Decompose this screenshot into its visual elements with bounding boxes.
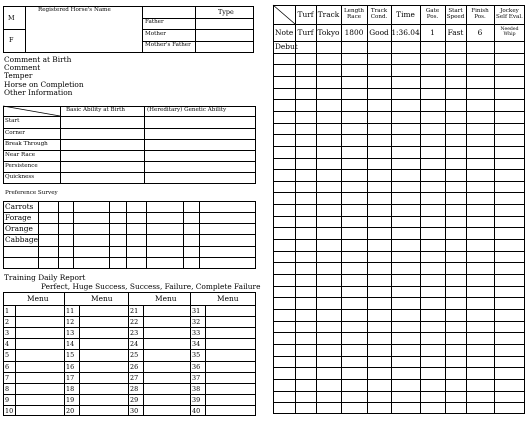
training-day-number: 29 [130, 395, 139, 404]
father-label: Father [145, 19, 164, 25]
preference-row-forage: Forage [5, 213, 32, 222]
training-day-number: 14 [66, 340, 75, 349]
race-note-cell: 6 [477, 27, 483, 37]
training-day-number: 24 [130, 340, 139, 349]
ability-row-corner: Corner [5, 130, 25, 136]
race-note-cell: Turf [297, 27, 314, 37]
training-menu-header: Menu [27, 294, 49, 303]
training-menu-header: Menu [217, 294, 239, 303]
gender-female-mark: F [9, 36, 14, 44]
training-day-number: 39 [192, 395, 201, 404]
training-day-number: 18 [66, 384, 75, 393]
training-day-number: 28 [130, 384, 139, 393]
info-horse-on-completion: Horse on Completion [4, 80, 84, 89]
training-day-number: 30 [130, 406, 139, 415]
race-note-cell: 1:36.04 [391, 27, 420, 37]
training-day-number: 40 [192, 406, 201, 415]
preference-row-orange: Orange [5, 224, 33, 233]
race-header-cell: Start Speed [446, 7, 465, 20]
training-day-number: 6 [5, 362, 10, 371]
info-other-information: Other Information [4, 88, 73, 97]
race-header-cell: Turf [297, 9, 314, 19]
ability-row-near-race: Near Race [5, 152, 36, 158]
training-day-number: 36 [192, 362, 201, 371]
training-menu-header: Menu [155, 294, 177, 303]
training-day-number: 22 [130, 318, 139, 327]
training-day-number: 16 [66, 362, 75, 371]
ability-row-start: Start [5, 118, 20, 124]
info-comment-at-birth: Comment at Birth [4, 55, 72, 64]
race-header-cell: Jockey Self Eval. [496, 7, 523, 20]
training-day-number: 32 [192, 318, 201, 327]
race-header-cell: Track [317, 9, 340, 19]
training-day-number: 25 [130, 351, 139, 360]
training-day-number: 23 [130, 329, 139, 338]
training-day-number: 34 [192, 340, 201, 349]
race-header-cell: Length Race [343, 7, 365, 20]
preference-title: Preference Survey [5, 190, 58, 196]
race-note-cell: Good [369, 27, 389, 37]
training-day-number: 10 [5, 406, 14, 415]
training-title: Training Daily Report [4, 273, 86, 282]
training-day-number: 20 [66, 406, 75, 415]
training-day-number: 9 [5, 395, 10, 404]
ability-row-quickness: Quickness [5, 174, 35, 180]
training-day-number: 8 [5, 384, 10, 393]
race-note-cell: Needed Whip [500, 26, 519, 37]
training-menu-header: Menu [91, 294, 113, 303]
race-note-cell: Tokyo [317, 27, 340, 37]
training-day-number: 11 [66, 307, 75, 315]
training-day-number: 37 [192, 373, 201, 382]
registered-name-label: Registered Horse's Name [38, 7, 111, 13]
preference-row-carrots: Carrots [5, 202, 34, 211]
race-debut-label: Debut [275, 42, 298, 52]
preference-row-cabbage: Cabbage [5, 235, 39, 244]
ability-row-break-through: Break Through [5, 141, 48, 147]
race-note-cell: Fast [447, 27, 464, 37]
race-note-cell: 1800 [344, 27, 364, 37]
training-day-number: 35 [192, 351, 201, 360]
ability-col-basic: Basic Ability at Birth [66, 107, 125, 113]
race-header-cell: Track Cond. [370, 7, 388, 20]
training-day-number: 31 [192, 307, 201, 315]
training-day-number: 2 [5, 318, 10, 327]
ability-row-persistence: Persistence [5, 163, 38, 169]
training-day-number: 19 [66, 395, 75, 404]
training-day-number: 1 [5, 307, 10, 315]
training-day-number: 13 [66, 329, 75, 338]
training-day-number: 3 [5, 329, 10, 338]
ability-col-genetic: (Hereditary) Genetic Ability [147, 107, 227, 113]
training-scale: Perfect, Huge Success, Success, Failure, Complete Failure [41, 282, 261, 291]
info-temper: Temper [4, 71, 33, 80]
training-day-number: 17 [66, 373, 75, 382]
training-day-number: 15 [66, 351, 75, 360]
training-day-number: 4 [5, 340, 10, 349]
training-day-number: 5 [5, 351, 10, 360]
info-comment: Comment [4, 63, 41, 72]
race-header-cell: Gate Pos. [425, 7, 440, 20]
type-label: Type [218, 8, 234, 16]
race-note-label: Note [275, 27, 294, 37]
training-day-number: 21 [130, 307, 139, 315]
training-day-number: 7 [5, 373, 10, 382]
gender-male-mark: M [8, 14, 15, 22]
training-day-number: 27 [130, 373, 139, 382]
race-note-cell: 1 [430, 27, 435, 37]
training-day-number: 38 [192, 384, 201, 393]
race-header-cell: Time [396, 9, 415, 19]
race-header-cell: Finish Pos. [471, 7, 489, 20]
training-day-number: 33 [192, 329, 201, 338]
training-day-number: 26 [130, 362, 139, 371]
mother-label: Mother [145, 31, 166, 37]
mothers-father-label: Mother's Father [145, 42, 191, 48]
training-day-number: 12 [66, 318, 75, 327]
